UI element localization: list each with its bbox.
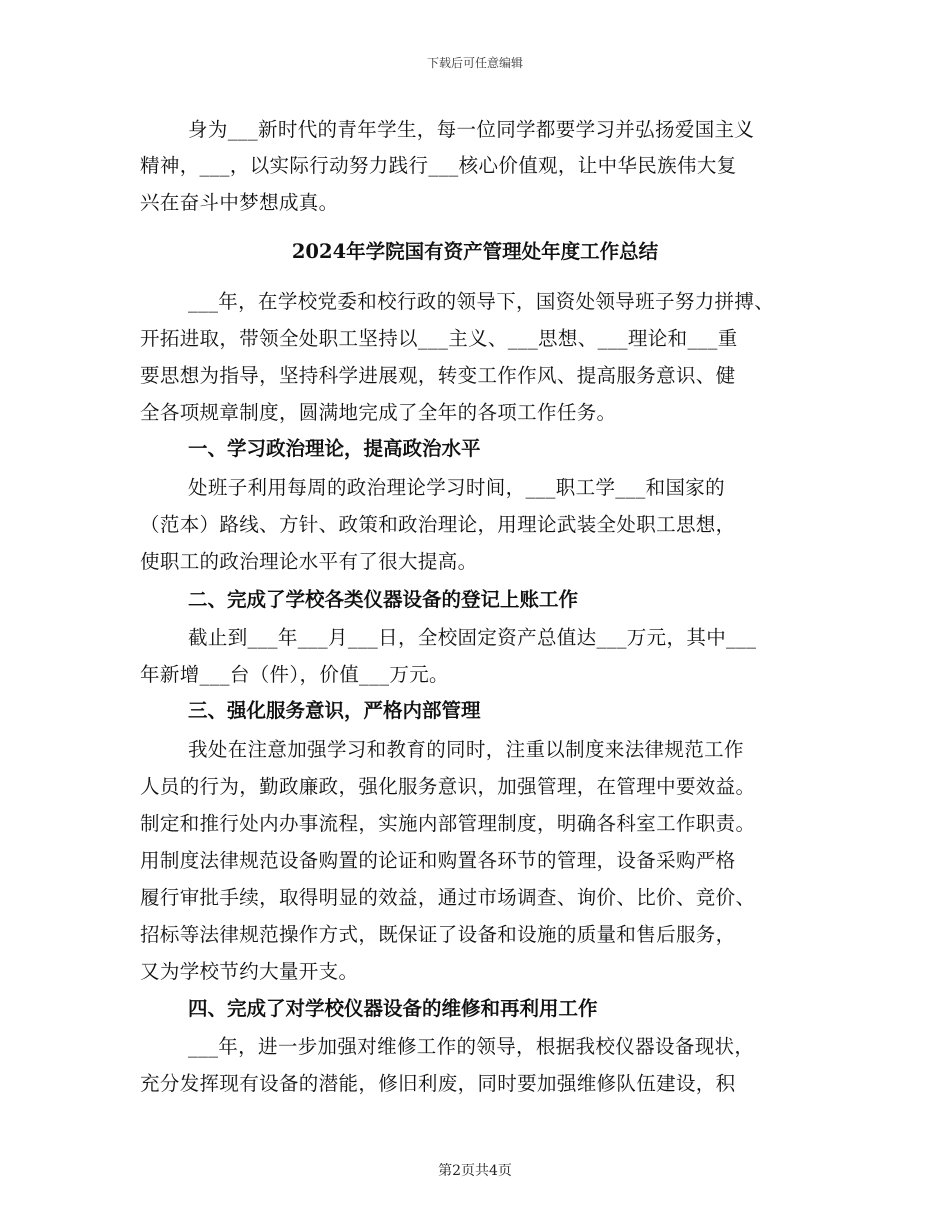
page-footer: 第2页共4页: [438, 1163, 512, 1179]
section1-heading: 一、学习政治理论，提高政治水平: [188, 437, 481, 460]
section4-line-2: 充分发挥现有设备的潜能，修旧利废，同时要加强维修队伍建设，积: [140, 1072, 736, 1095]
section3-line-7: 又为学校节约大量开支。: [140, 960, 359, 983]
document-title: 2024年学院国有资产管理处年度工作总结: [291, 240, 659, 263]
intro-line-3: 兴在奋斗中梦想成真。: [140, 191, 339, 214]
para1-line-3: 要思想为指导，坚持科学进展观，转变工作作风、提高服务意识、健: [140, 364, 736, 387]
para1-line-4: 全各项规章制度，圆满地完成了全年的各项工作任务。: [140, 401, 617, 424]
section3-line-3: 制定和推行处内办事流程，实施内部管理制度，明确各科室工作职责。: [140, 812, 756, 835]
section3-line-6: 招标等法律规范操作方式，既保证了设备和设施的质量和售后服务，: [140, 923, 736, 946]
section1-line-2: （范本）路线、方针、政策和政治理论，用理论武装全处职工思想，: [140, 513, 736, 536]
section1-line-1: 处班子利用每周的政治理论学习时间，___职工学___和国家的: [188, 476, 726, 499]
section4-line-1: ___年，进一步加强对维修工作的领导，根据我校仪器设备现状，: [188, 1035, 755, 1058]
section1-line-3: 使职工的政治理论水平有了很大提高。: [140, 550, 478, 573]
intro-line-2: 精神，___，以实际行动努力践行___核心价值观，让中华民族伟大复: [140, 154, 737, 177]
section3-heading: 三、强化服务意识，严格内部管理: [188, 699, 481, 722]
para1-line-2: 开拓进取，带领全处职工坚持以___主义、___思想、___理论和___重: [140, 327, 738, 350]
page-header: 下载后可任意编辑: [426, 56, 523, 70]
section4-heading: 四、完成了对学校仪器设备的维修和再利用工作: [188, 997, 598, 1020]
section2-line-2: 年新增___台（件），价值___万元。: [140, 663, 449, 686]
section3-line-5: 履行审批手续，取得明显的效益，通过市场调查、询价、比价、竞价、: [140, 886, 756, 909]
intro-line-1: 身为___新时代的青年学生，每一位同学都要学习并弘扬爱国主义: [188, 118, 755, 141]
section2-heading: 二、完成了学校各类仪器设备的登记上账工作: [188, 588, 579, 611]
section3-line-4: 用制度法律规范设备购置的论证和购置各环节的管理，设备采购严格: [140, 849, 736, 872]
section3-line-1: 我处在注意加强学习和教育的同时，注重以制度来法律规范工作: [188, 738, 744, 761]
section2-line-1: 截止到___年___月___日，全校固定资产总值达___万元，其中___: [188, 626, 757, 649]
para1-line-1: ___年，在学校党委和校行政的领导下，国资处领导班子努力拼搏、: [188, 290, 775, 313]
section3-line-2: 人员的行为，勤政廉政，强化服务意识，加强管理，在管理中要效益。: [140, 775, 756, 798]
